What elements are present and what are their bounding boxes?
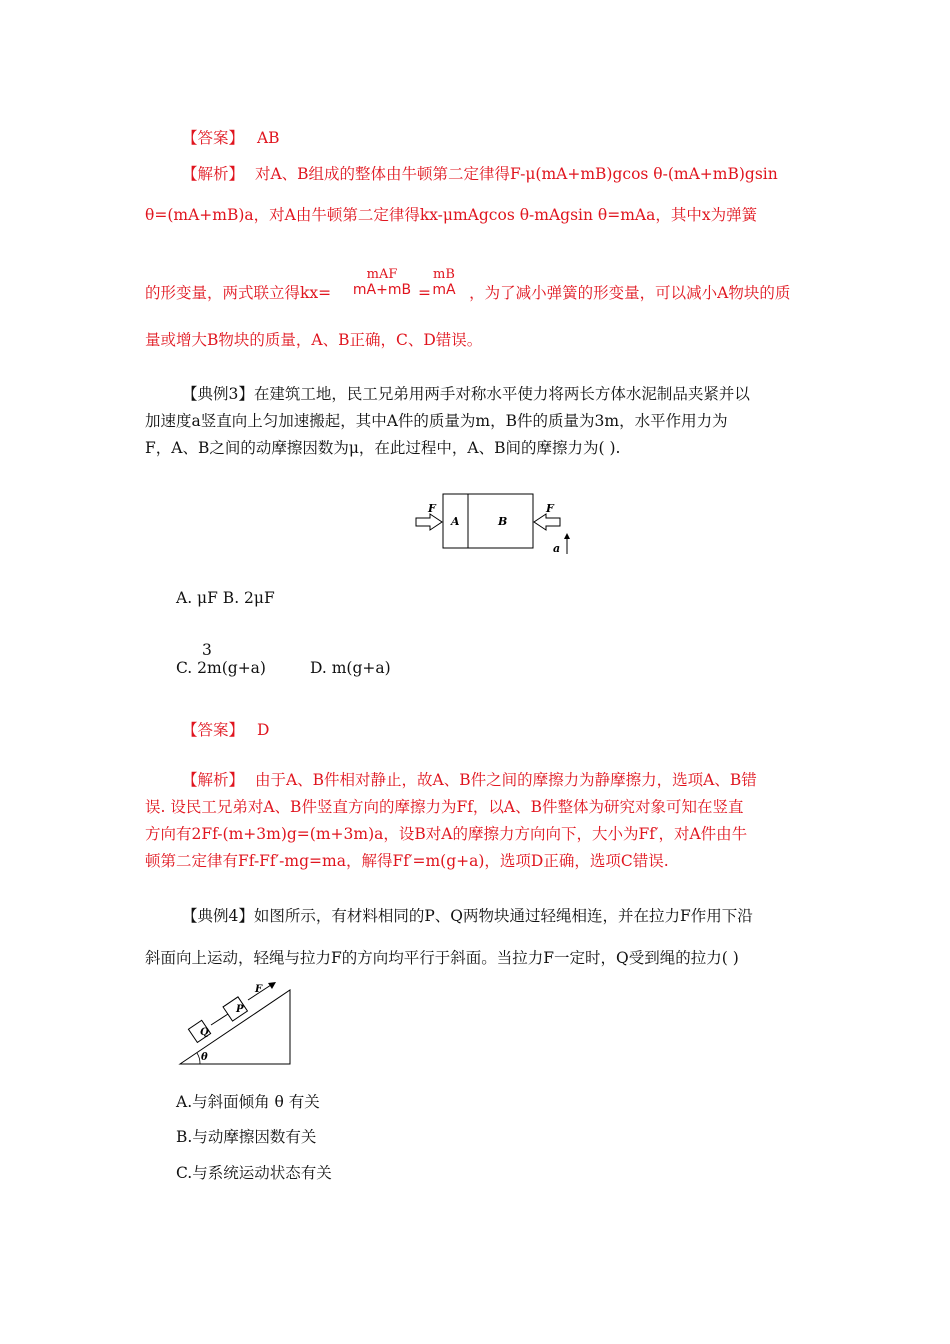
block-a-label: A [451,515,460,528]
answer-2 [182,720,269,740]
example-3-line-2: 加速度a竖直向上匀加速搬起，其中A件的质量为m，B件的质量为3m，水平作用力为 [145,412,728,430]
example-4-line-2: 斜面向上运动，轻绳与拉力F的方向均平行于斜面。当拉力F一定时，Q受到绳的拉力( ) [145,949,739,967]
answer-label: 【答案】 [182,129,245,147]
example-text: 在建筑工地，民工兄弟用两手对称水平使力将两长方体水泥制品夹紧并以 [253,385,750,403]
fraction-2 [430,268,458,298]
fraction-1 [348,268,416,298]
analysis-label: 【解析】 [182,771,245,789]
force-arrow-left [416,514,442,530]
fraction-numerator: mB [433,267,455,282]
answer-value: AB [256,129,280,147]
fraction-numerator: mAF [366,267,398,282]
analysis-label: 【解析】 [182,165,245,183]
block-b-label: B [498,515,508,528]
analysis-2-line-2: 误. 设民工兄弟对A、B件竖直方向的摩擦力为Ff，以A、B件整体为研究对象可知在竖直 [145,798,744,816]
example-3-line-3: F，A、B之间的动摩擦因数为μ，在此过程中，A、B间的摩擦力为( ). [145,439,621,457]
answer-1 [182,128,280,148]
acceleration-label: a [553,542,561,555]
analysis-2-line-4: 顿第二定律有Ff-Ff′-mg=ma，解得Ff′=m(g+a)，选项D正确，选项C错误. [145,852,669,870]
blocks-figure [410,488,580,560]
analysis-text: ，为了减小弹簧的形变量，可以减小A物块的质 [469,284,791,302]
example-label: 【典例4】 [182,907,254,925]
option-4-b: B.与动摩擦因数有关 [176,1128,317,1146]
analysis-text: 对A、B组成的整体由牛顿第二定律得F-μ(mA+mB)gcos θ-(mA+mB)gsin [254,165,778,183]
acceleration-arrow [564,533,570,554]
option-4-a: A.与斜面倾角 θ 有关 [176,1093,320,1111]
example-3-line-1 [182,384,750,404]
angle-arc [197,1053,200,1064]
option-c: C. 2m(g+a) [176,659,266,677]
fraction-denominator: mA [432,282,456,298]
angle-label: θ [201,1052,208,1063]
force-label-left: F [428,502,436,515]
force-arrow-right [534,514,560,530]
equals-sign: = [418,284,431,302]
force-label-right: F [546,502,554,515]
incline-figure [176,980,296,1072]
rope [211,1014,228,1025]
analysis-1-line-2: θ=(mA+mB)a，对A由牛顿第二定律得kx-μmAgcos θ-mAgsin θ=mAa，其中x为弹簧 [145,206,758,224]
options-ab: A. μF B. 2μF [176,589,275,607]
example-4-line-1 [182,906,753,926]
option-c-fraction-numerator: 3 [202,641,212,659]
analysis-2-line-1 [182,770,757,790]
analysis-text: 的形变量，两式联立得kx= [145,284,332,302]
example-label: 【典例3】 [182,385,254,403]
analysis-1-line-3 [145,283,790,303]
analysis-2-line-3: 方向有2Ff-(m+3m)g=(m+3m)a，设B对A的摩擦力方向向下，大小为Ff′，对A件由牛 [145,825,748,843]
analysis-1-line-1 [182,164,778,184]
answer-label: 【答案】 [182,721,245,739]
analysis-text: 由于A、B件相对静止，故A、B件之间的摩擦力为静摩擦力，选项A、B错 [254,771,757,789]
example-text: 如图所示，有材料相同的P、Q两物块通过轻绳相连，并在拉力F作用下沿 [253,907,753,925]
block-p-label: P [236,1004,244,1015]
analysis-1-line-4: 量或增大B物块的质量，A、B正确，C、D错误。 [145,331,483,349]
option-d: D. m(g+a) [310,659,391,677]
option-4-c: C.与系统运动状态有关 [176,1164,332,1182]
fraction-denominator: mA+mB [352,282,412,298]
pull-force-label: F [255,984,263,995]
incline-triangle [180,990,290,1064]
block-q-label: Q [200,1027,209,1038]
answer-value: D [256,721,270,739]
